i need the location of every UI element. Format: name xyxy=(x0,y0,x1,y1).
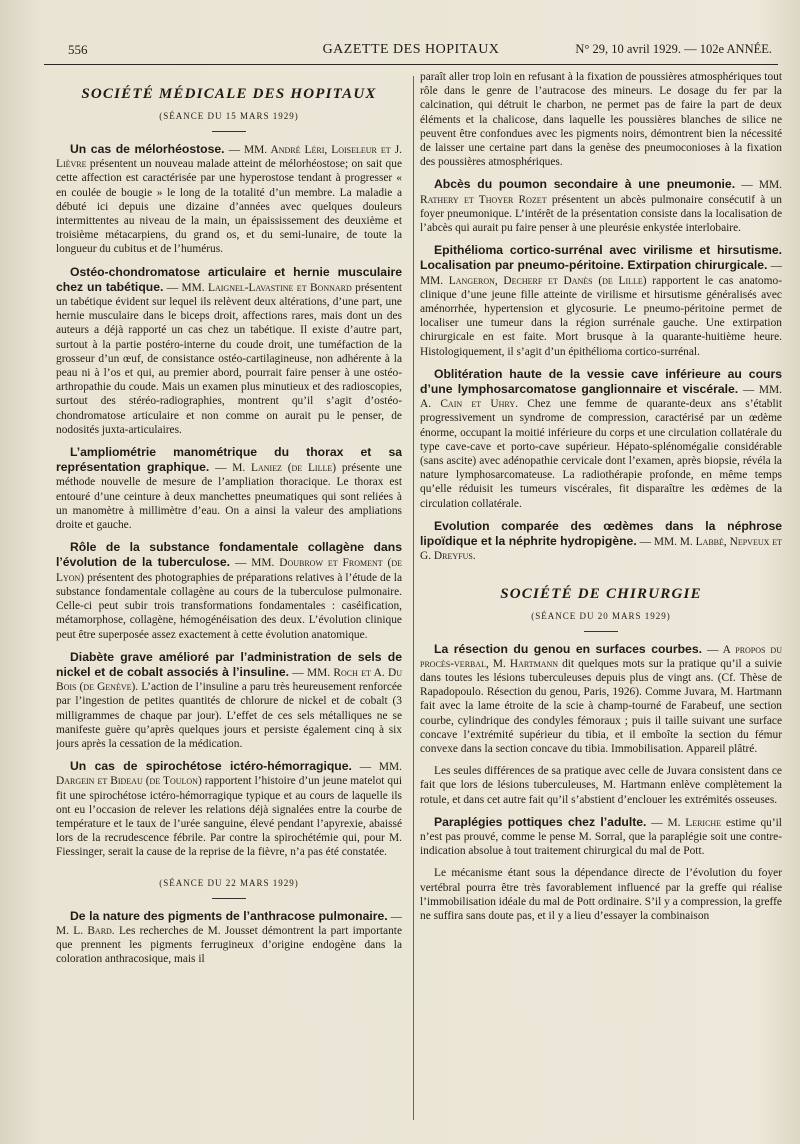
report-authors: — M. L. Bard. xyxy=(56,910,402,937)
report-item xyxy=(56,650,402,751)
right-column xyxy=(420,70,782,1128)
report-text: présentent un nouveau malade atteint de mélorhéostose; on sait que cette affection est caractérisée par une hyperostose tendant à progresser « en coulée de bougie » le long de la totalité d’un membre. La maladie a débuté ici depuis une dizaine d’années avec quelques douleurs intermittentes au niveau de la main, un épaississement des deuxième et troisième métacarpiens, du grand os, et du semi-lunaire, de toute la longueur du cubitus et de l’humérus. xyxy=(56,158,402,256)
society-title: SOCIÉTÉ MÉDICALE DES HOPITAUX xyxy=(81,86,377,102)
report-authors: — MM. M. Labbé, Nepveux et G. Dreyfus. xyxy=(420,536,782,563)
right-items xyxy=(420,177,782,563)
left-items xyxy=(56,142,402,860)
left-column xyxy=(56,70,402,1128)
report-text: présentent un tabétique évident sur lequel ils relèvent deux altérations, d’une part, une hernie musculaire dans le biceps droit, affections rares, mais dont un des auteurs a déjà rapporté un cas chez un tabétique. Il existe d’autre part, surtout à la partie postéro-interne du coude droit, une tuméfaction de la grosseur d’un œuf, de consistance ostéo-cartilagineuse, non adhérente à la peau ni à l’os et qui, au premier abord, pourrait faire penser à une ostéo-arthropathie du coude. Mais un examen plus minutieux et des radioscopies, surtout des stéréo-radiographies, montrent qu’il s’agit d’ostéo-chondromatose articulaire et non comme on aurait pu le penser, de nodosités juxta-articulaires. xyxy=(56,281,402,436)
report-title: La résection du genou en surfaces courbes. xyxy=(434,641,702,656)
report-authors: — MM. André Léri, Loiseleur et J. Lièvre xyxy=(56,144,402,171)
society-title-2: SOCIÉTÉ DE CHIRURGIE xyxy=(500,585,702,602)
report-title: Diabète grave amélioré par l’administration de sels de nickel et de cobalt associés à l’insuline. xyxy=(56,649,402,679)
report-item xyxy=(56,265,402,437)
page-header xyxy=(44,38,778,65)
report-text: rapportent le cas anatomo-clinique d’une jeune fille atteinte de virilisme et hirsutisme généralisés avec aménorrhée, hypertension et glycosurie. Le pneumo-péritoine permet de localiser une tumeur dans la région surrénale gauche. Une extirpation chirurgicale en est faite. Mort brusque à la quarante-huitième heure. Histologiquement, il s’agit d’un épithélioma cortico-surrénal. xyxy=(420,274,782,358)
right-items-2 xyxy=(420,642,782,924)
report-item xyxy=(420,815,782,859)
report-title: Ostéo-chondromatose articulaire et hernie musculaire chez un tabétique. xyxy=(56,264,402,294)
report-authors: — MM. A. Cain et Uhry. xyxy=(420,384,782,411)
report-title: Un cas de mélorhéostose. xyxy=(70,142,225,156)
left-items-2 xyxy=(56,909,402,967)
journal-title: GAZETTE DES HOPITAUX xyxy=(322,42,500,57)
report-item xyxy=(420,367,782,511)
report-title: Epithélioma cortico-surrénal avec virilisme et hirsutisme. Localisation par pneumo-péritoine. Extirpation chirurgicale. xyxy=(420,243,782,273)
report-text: rapportent l’histoire d’un jeune matelot qui fit une spirochétose ictéro-hémorragique typique et au cours de laquelle ils ont eu l’occasion de relever les relations déjà signalées entre la courbe de température et le taux de l’urée sanguine, élevé pendant l’apyrexie, abaissé lors de la recrudescence fébrile. Par contre la spirochétémie qui, pour M. Fiessinger, serait la cause de la reprise de la fièvre, n’a pas été constatée. xyxy=(56,775,402,859)
report-title: Un cas de spirochétose ictéro-hémorragique. xyxy=(70,759,352,774)
report-title: Oblitération haute de la vessie cave inférieure au cours d’une lymphosarcomatose ganglionnaire et viscérale. xyxy=(420,366,782,397)
report-item xyxy=(56,909,402,967)
report-text: dit quelques mots sur la pratique qu’il a suivie dans toutes les lésions tuberculeuses depuis plus de vingt ans. (Cf. Thèse de Rapadopoulo. Résection du genou, Paris, 1926). Comme Juvara, M. Hartmann fait avec la lame étroite de la scie à champ-tourné de Farabeuf, une section courbe, cylindrique des condyles fémoraux ; puis il taille suivant une surface concave l’extrémité supérieur du tibia, et il emboîte la section du fémur convexe dans la section concave du tibia. Immobilisation. Appareil plâtré. xyxy=(420,657,782,755)
short-rule xyxy=(212,898,246,899)
issue-info: N° 29, 10 avril 1929. — 102e ANNÉE. xyxy=(575,42,772,56)
report-text: présentent des photographies de préparations relatives à l’étude de la substance fondamentale collagène au cours de la tuberculose pulmonaire. Celle-ci peut subir trois transformations fondamentales : caséification, métamorphose, collagène, hémogénéisation des deux. L’évolution clinique peut être superposée assez exactement à cette évolution anatomique. xyxy=(56,571,402,641)
report-authors: — MM. Langeron, Decherf et Danès (de Lille) xyxy=(420,260,782,287)
report-item xyxy=(420,243,782,359)
report-title: Rôle de la substance fondamentale collagène dans l’évolution de la tuberculose. xyxy=(56,540,402,570)
report-item xyxy=(56,142,402,257)
report-authors: — MM. Laignel-Lavastine et Bonnard xyxy=(166,281,352,294)
report-text: présente une méthode nouvelle de mesure de l’ampliation thoracique. Le thorax est entouré d’une ceinture à deux manchettes pneumatiques qui sont reliées à un manomètre à millimètre d’eau. On a ainsi la valeur des ampliations droite et gauche. xyxy=(56,462,402,532)
report-item xyxy=(56,759,402,859)
report-text: L’action de l’insuline a paru très heureusement renforcée par l’ingestion de petites quantités de chlorure de nickel et de cobalt (3 milligrammes de chaque par jour). L’effet de ces sels métalliques ne se manifeste guère qu’après quelques jours et persiste également cinq à six jours après la cessation de la médication. xyxy=(56,681,402,750)
report-item xyxy=(56,540,402,641)
report-item xyxy=(420,642,782,757)
report-title: De la nature des pigments de l’anthracose pulmonaire. xyxy=(70,908,388,923)
report-text: estime qu’il n’est pas prouvé, comme le pense M. Sorral, que la paraplégie soit une contre-indication absolue à tout traitement chirurgical du mal de Pott. xyxy=(420,816,782,858)
report-title: L’ampliométrie manométrique du thorax et sa représentation graphique. xyxy=(56,445,402,475)
column-divider xyxy=(413,76,414,1120)
short-rule xyxy=(212,131,246,132)
report-item xyxy=(420,519,782,564)
report-text: présentent un abcès pulmonaire consécutif à un foyer pneumonique. L’intérêt de la présentation consiste dans la localisation de l’abcès qui aurait pu faire penser à une pleurésie enkystée interlobaire. xyxy=(420,193,782,235)
short-rule xyxy=(584,631,618,632)
report-title: Paraplégies pottiques chez l’adulte. xyxy=(434,814,647,829)
report-authors: — M. Laniez (de Lille) xyxy=(215,462,337,475)
report-text: Chez une femme de quarante-deux ans s’établit progressivement un syndrome de compression, caractérisé par un œdème énorme, occupant la moitié inférieure du corps et une circulation collatérale du type cave-cave et porto-cave supérieur. Hépato-splénomégalie considérable (sans ascite) avec adénopathie cervicale dont l’examen, après biopsie, révéla la nature lymphosarcomateuse. La radiothérapie profonde, en même temps qu’elle réduisit les tumeurs viscérales, fit disparaître les œdèmes de la circulation collatérale. xyxy=(420,398,782,510)
report-item xyxy=(56,445,402,532)
continuation-paragraph: paraît aller trop loin en refusant à la fixation de poussières atmosphériques tout rôle dans le genre de l’autracose des mineurs. Le dosage du fer par la calcination, qui détruit le charbon, ne permet pas de faire la part de deux éléments et la chalicose, dans laquelle les poussières blanches de silice ne peuvent être confondues avec les pigments noirs, démontrent bien la nécessité de laisser une certaine part dans la genèse des pneumoconioses à la fixation des poussières atmosphériques. xyxy=(420,71,782,169)
report-item xyxy=(420,177,782,235)
report-authors: — MM. Doubrow et Froment (de Lyon) xyxy=(56,557,402,584)
report-authors: — MM. Rathery et Thoyer Rozet xyxy=(420,179,782,206)
report-authors: — M. Leriche xyxy=(651,816,722,829)
report-item xyxy=(420,764,782,807)
text-columns xyxy=(56,70,780,1128)
report-text: Les seules différences de sa pratique avec celle de Juvara consistent dans ce fait que lors de lésions tuberculeuses, M. Hartmann enlève complètement la rotule, et dans cet autre fait qu’il s’abstient d’enclouer les extrémités osseuses. xyxy=(420,765,782,806)
report-title: Evolution comparée des œdèmes dans la néphrose lipoïdique et la néphrite hydropigène. xyxy=(420,518,782,549)
seance-date: (SÉANCE DU 15 MARS 1929) xyxy=(159,111,299,121)
page-number: 556 xyxy=(68,42,88,57)
seance-date-2: (SÉANCE DU 22 MARS 1929) xyxy=(159,877,299,888)
report-authors: — MM. Roch et A. Du Bois (de Genève). xyxy=(56,666,402,694)
report-text: Les recherches de M. Jousset démontrent la part importante que prennent les pigments ferrugineux d’origine endogène dans la coloration anthracosique, mais il xyxy=(56,924,402,966)
seance-date-3: (SÉANCE DU 20 MARS 1929) xyxy=(531,610,671,621)
report-title: Abcès du poumon secondaire à une pneumonie. xyxy=(434,177,736,192)
report-item xyxy=(420,866,782,923)
report-text: Le mécanisme étant sous la dépendance directe de l’évolution du foyer vertébral pourra être très favorablement influencé par la greffe qui réalise l’immobilisation idéale du mal de Pott ordinaire. S’il y a compression, la greffe ne suffira sans doute pas, et il y a lieu d’essayer la combinaison xyxy=(420,867,782,922)
report-authors: — MM. Dargein et Bideau (de Toulon) xyxy=(56,761,402,788)
report-authors: — A propos du procès-verbal, M. Hartmann xyxy=(420,643,782,670)
